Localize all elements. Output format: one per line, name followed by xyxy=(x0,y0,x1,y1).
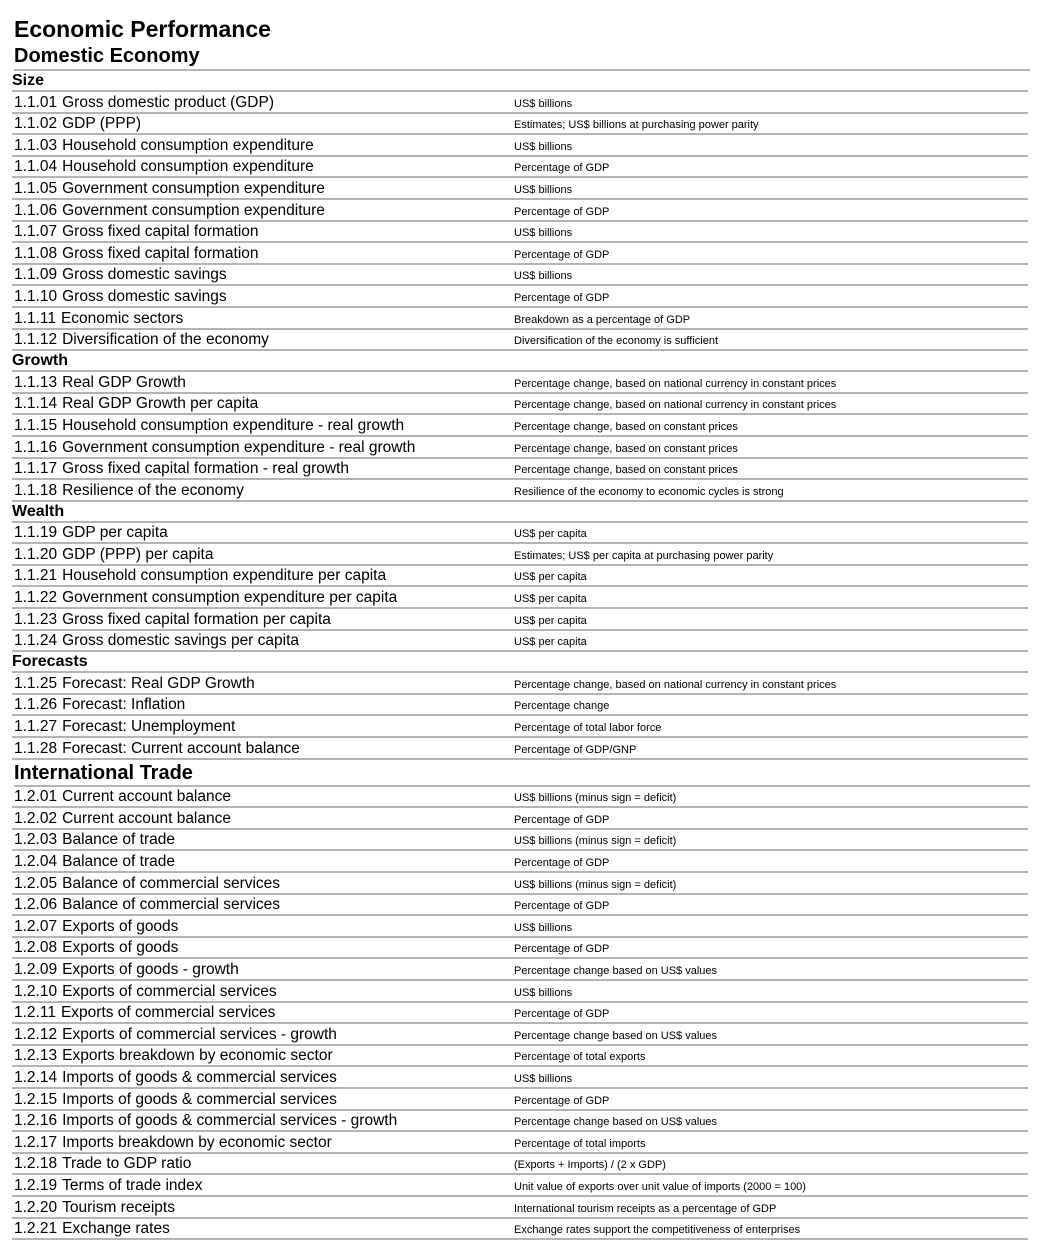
criterion-code: 1.2.17 xyxy=(14,1133,58,1151)
criterion-name-cell xyxy=(12,1176,514,1195)
criterion-name-cell xyxy=(12,1068,514,1087)
criterion-description: Breakdown as a percentage of GDP xyxy=(514,313,691,326)
criterion-description: US$ per capita xyxy=(514,636,587,649)
criterion-description: US$ billions xyxy=(514,183,573,196)
criterion-code: 1.2.05 xyxy=(14,874,58,892)
criterion-name: Gross domestic savings xyxy=(62,287,227,305)
criterion-name: Resilience of the economy xyxy=(62,481,244,499)
criterion-name-cell xyxy=(12,136,514,155)
criterion-code: 1.1.02 xyxy=(14,115,58,133)
criterion-name: Gross fixed capital formation per capita xyxy=(62,610,331,628)
criterion-name-cell xyxy=(12,330,514,349)
criterion-code: 1.1.19 xyxy=(14,524,58,542)
criterion-code: 1.2.04 xyxy=(14,853,58,870)
criterion-name: Government consumption expenditure xyxy=(62,201,325,219)
criterion-name-cell xyxy=(12,309,514,328)
criterion-name: Balance of commercial services xyxy=(62,896,281,914)
criterion-description: Percentage of GDP xyxy=(514,1094,610,1107)
criterion-name-cell xyxy=(12,373,514,392)
criterion-description: Percentage of GDP xyxy=(514,900,610,913)
criterion-name: Forecast: Real GDP Growth xyxy=(62,674,255,692)
criterion-name-cell xyxy=(12,545,514,564)
criterion-name-cell xyxy=(12,93,514,112)
criterion-name: GDP (PPP) per capita xyxy=(62,545,214,563)
criterion-row xyxy=(12,716,1028,738)
criterion-name-cell xyxy=(12,739,514,758)
criterion-description: International tourism receipts as a percentage of GDP xyxy=(514,1202,777,1215)
criterion-code: 1.2.12 xyxy=(14,1025,58,1043)
criterion-code: 1.2.14 xyxy=(14,1068,58,1086)
criterion-description: US$ billions xyxy=(514,227,573,240)
criterion-code: 1.1.23 xyxy=(14,610,58,628)
criterion-code: 1.2.13 xyxy=(14,1047,58,1065)
section-title: International Trade xyxy=(14,761,1030,787)
criterion-name: Household consumption expenditure xyxy=(62,158,314,176)
criterion-description: US$ per capita xyxy=(514,614,587,627)
criterion-row xyxy=(12,1175,1028,1197)
criterion-description: Percentage of total exports xyxy=(514,1051,646,1064)
criterion-name: Gross fixed capital formation xyxy=(62,223,259,241)
criterion-name-cell xyxy=(12,717,514,736)
criterion-name-cell xyxy=(12,938,514,957)
criterion-name: GDP per capita xyxy=(62,524,168,542)
criterion-name-cell xyxy=(12,416,514,435)
criterion-name-cell xyxy=(12,809,514,828)
criterion-description: US$ billions xyxy=(514,140,573,153)
criterion-name: Exports of commercial services xyxy=(60,1004,276,1022)
criterion-name: Balance of commercial services xyxy=(62,874,281,892)
group-title: Size xyxy=(12,71,1028,92)
criterion-name-cell xyxy=(12,830,514,849)
criterion-code: 1.1.01 xyxy=(14,93,58,111)
page-title: Economic Performance xyxy=(14,16,271,42)
criterion-row xyxy=(12,437,1028,459)
criterion-description: US$ billions (minus sign = deficit) xyxy=(514,878,677,891)
criterion-name-cell xyxy=(12,1090,514,1109)
criterion-code: 1.1.24 xyxy=(14,632,58,650)
criterion-code: 1.1.04 xyxy=(14,158,58,176)
criterion-name: Gross domestic product (GDP) xyxy=(62,93,275,111)
criterion-row xyxy=(12,981,1028,1003)
criterion-row xyxy=(12,673,1028,695)
criterion-description: Percentage change xyxy=(514,700,610,713)
criterion-description: Percentage change, based on national currency in constant prices xyxy=(514,377,837,390)
criterion-description: Percentage change based on US$ values xyxy=(514,1116,718,1129)
criterion-name-cell xyxy=(12,960,514,979)
criterion-code: 1.2.15 xyxy=(14,1090,58,1108)
criterion-row xyxy=(12,830,1028,852)
criterion-name-cell xyxy=(12,695,514,714)
criterion-code: 1.2.01 xyxy=(14,788,58,806)
criteria-list xyxy=(12,44,1027,1240)
group-title: Growth xyxy=(12,351,1028,372)
criterion-row xyxy=(12,631,1028,653)
group-title: Forecasts xyxy=(12,652,1028,673)
criterion-code: 1.1.17 xyxy=(14,460,58,478)
criterion-name: Exports breakdown by economic sector xyxy=(62,1047,333,1065)
criterion-row xyxy=(12,938,1028,960)
criterion-description: Percentage change, based on constant prices xyxy=(514,464,738,477)
criterion-code: 1.1.26 xyxy=(14,696,58,714)
criterion-description: US$ per capita xyxy=(514,571,587,584)
criterion-name-cell xyxy=(12,1198,514,1217)
criterion-name-cell xyxy=(12,157,514,176)
criterion-description: Percentage of GDP xyxy=(514,857,610,869)
criterion-name: Household consumption expenditure xyxy=(62,136,314,154)
criterion-row xyxy=(12,738,1028,760)
criterion-name: Gross fixed capital formation - real growth xyxy=(62,460,349,478)
criterion-name: Government consumption expenditure xyxy=(62,179,325,197)
criterion-name: Imports of goods & commercial services xyxy=(62,1090,337,1108)
criterion-code: 1.2.02 xyxy=(14,809,58,827)
criterion-name: Gross domestic savings per capita xyxy=(62,632,300,650)
criterion-row xyxy=(12,200,1028,222)
criterion-name-cell xyxy=(12,610,514,629)
criterion-row xyxy=(12,135,1028,157)
criterion-name-cell xyxy=(12,201,514,220)
criterion-code: 1.1.09 xyxy=(14,266,58,284)
criterion-row xyxy=(12,92,1028,114)
criterion-name-cell xyxy=(12,114,514,133)
criterion-name-cell xyxy=(12,895,514,914)
criterion-row xyxy=(12,265,1028,287)
criterion-row xyxy=(12,873,1028,895)
criterion-row xyxy=(12,1003,1028,1025)
criterion-description: US$ billions xyxy=(514,97,573,110)
criterion-row xyxy=(12,1089,1028,1111)
criterion-name: Exports of commercial services - growth xyxy=(62,1025,337,1043)
criterion-name: Imports breakdown by economic sector xyxy=(62,1133,332,1151)
criterion-name-cell xyxy=(12,287,514,306)
criterion-name-cell xyxy=(12,523,514,542)
criterion-code: 1.1.18 xyxy=(14,481,58,499)
criterion-code: 1.2.10 xyxy=(14,982,58,1000)
criterion-description: Percentage of GDP xyxy=(514,162,610,175)
group-title: Wealth xyxy=(12,502,1028,523)
criterion-row xyxy=(12,609,1028,631)
criterion-description: Percentage of GDP xyxy=(514,813,610,826)
criterion-description: Percentage of GDP xyxy=(514,248,610,261)
criterion-row xyxy=(12,308,1028,330)
criterion-row xyxy=(12,157,1028,179)
criterion-code: 1.1.06 xyxy=(14,201,58,219)
criterion-name: Exports of commercial services xyxy=(62,982,277,1000)
criterion-row xyxy=(12,330,1028,352)
criterion-name-cell xyxy=(12,1111,514,1130)
criterion-row xyxy=(12,895,1028,917)
criterion-description: Unit value of exports over unit value of imports (2000 = 100) xyxy=(514,1180,806,1193)
criterion-name: Forecast: Inflation xyxy=(62,696,186,714)
criterion-name: Tourism receipts xyxy=(62,1198,175,1216)
criterion-row xyxy=(12,178,1028,200)
criterion-description: US$ billions xyxy=(514,270,573,283)
criterion-row xyxy=(12,1219,1028,1241)
criterion-name-cell xyxy=(12,244,514,263)
criterion-code: 1.1.12 xyxy=(14,331,58,349)
criterion-row xyxy=(12,372,1028,394)
criterion-code: 1.1.25 xyxy=(14,674,58,692)
criterion-name-cell xyxy=(12,787,514,806)
criterion-description: Percentage change, based on national currency in constant prices xyxy=(514,399,837,412)
criterion-name: Exports of goods xyxy=(62,917,179,935)
criterion-description: Percentage of GDP/GNP xyxy=(514,743,637,756)
criterion-name-cell xyxy=(12,1003,514,1022)
criterion-name: Diversification of the economy xyxy=(62,331,269,349)
criterion-code: 1.1.27 xyxy=(14,718,58,736)
criterion-name: Imports of goods & commercial services xyxy=(62,1068,337,1086)
criterion-description: Percentage of total imports xyxy=(514,1137,646,1150)
criterion-description: US$ per capita xyxy=(514,528,587,541)
criterion-description: Resilience of the economy to economic cycles is strong xyxy=(514,485,784,498)
criterion-row xyxy=(12,808,1028,830)
criterion-code: 1.1.16 xyxy=(14,438,58,456)
criterion-code: 1.1.28 xyxy=(14,739,58,757)
criterion-row xyxy=(12,1132,1028,1154)
criterion-description: Percentage of total labor force xyxy=(514,722,662,735)
criterion-description: Estimates; US$ billions at purchasing power parity xyxy=(514,119,759,132)
criterion-row xyxy=(12,243,1028,265)
criterion-description: US$ billions xyxy=(514,921,573,934)
criterion-code: 1.2.20 xyxy=(14,1198,58,1216)
criterion-name-cell xyxy=(12,674,514,693)
criterion-name: Current account balance xyxy=(62,788,231,806)
criterion-name-cell xyxy=(12,179,514,198)
criterion-name-cell xyxy=(12,1025,514,1044)
criterion-row xyxy=(12,916,1028,938)
criterion-row xyxy=(12,566,1028,588)
criterion-row xyxy=(12,1111,1028,1133)
criterion-name-cell xyxy=(12,438,514,457)
criterion-name: Exchange rates xyxy=(62,1220,170,1238)
criterion-description: Percentage change, based on national currency in constant prices xyxy=(514,678,837,691)
criterion-name: Forecast: Current account balance xyxy=(62,739,300,757)
criterion-description: US$ billions (minus sign = deficit) xyxy=(514,835,677,848)
criterion-code: 1.2.21 xyxy=(14,1220,58,1238)
criterion-code: 1.1.08 xyxy=(14,244,58,262)
criterion-code: 1.1.07 xyxy=(14,223,58,241)
criterion-name: Exports of goods - growth xyxy=(62,960,239,978)
criterion-name: Government consumption expenditure per capita xyxy=(62,589,398,607)
criterion-code: 1.1.10 xyxy=(14,287,58,305)
criterion-code: 1.1.20 xyxy=(14,545,58,563)
criterion-description: (Exports + Imports) / (2 x GDP) xyxy=(514,1159,666,1172)
criterion-name: Government consumption expenditure - real growth xyxy=(62,438,416,456)
criterion-name-cell xyxy=(12,631,514,650)
criterion-name: Household consumption expenditure per capita xyxy=(62,567,387,585)
criterion-row xyxy=(12,415,1028,437)
criterion-name-cell xyxy=(12,852,514,871)
criterion-description: US$ per capita xyxy=(514,593,587,606)
criterion-description: Percentage change based on US$ values xyxy=(514,964,718,977)
criterion-code: 1.1.05 xyxy=(14,179,58,197)
criterion-description: Percentage of GDP xyxy=(514,943,610,956)
section-title: Domestic Economy xyxy=(14,44,1030,71)
criterion-name-cell xyxy=(12,874,514,893)
criterion-code: 1.1.14 xyxy=(14,395,58,413)
criterion-name: Gross domestic savings xyxy=(62,266,227,284)
criterion-name: Household consumption expenditure - real growth xyxy=(62,416,405,434)
criterion-name: Current account balance xyxy=(62,809,231,827)
criterion-name-cell xyxy=(12,1219,514,1238)
criterion-row xyxy=(12,787,1028,809)
criterion-code: 1.2.11 xyxy=(14,1004,56,1022)
criterion-description: Percentage change, based on constant prices xyxy=(514,420,738,433)
criterion-name-cell xyxy=(12,481,514,500)
criterion-code: 1.2.03 xyxy=(14,831,58,849)
criterion-row xyxy=(12,523,1028,545)
criterion-name-cell xyxy=(12,917,514,936)
criterion-code: 1.1.11 xyxy=(14,309,56,327)
criterion-name-cell xyxy=(12,222,514,241)
criterion-row xyxy=(12,851,1028,873)
criterion-row xyxy=(12,1024,1028,1046)
criterion-code: 1.1.03 xyxy=(14,136,58,154)
criterion-name-cell xyxy=(12,982,514,1001)
criterion-name: Real GDP Growth per capita xyxy=(62,395,259,413)
criterion-description: Percentage of GDP xyxy=(514,205,610,218)
criterion-row xyxy=(12,695,1028,717)
criterion-name: Economic sectors xyxy=(60,309,184,327)
criterion-description: US$ billions xyxy=(514,1072,573,1085)
criterion-name: Terms of trade index xyxy=(62,1176,203,1194)
criterion-description: Percentage of GDP xyxy=(514,1008,610,1021)
criterion-description: US$ billions xyxy=(514,986,573,999)
criterion-row xyxy=(12,1197,1028,1219)
criterion-code: 1.2.08 xyxy=(14,939,58,957)
criterion-description: Percentage change, based on constant prices xyxy=(514,442,738,455)
criterion-name-cell xyxy=(12,1133,514,1152)
criterion-code: 1.1.13 xyxy=(14,373,58,391)
criterion-name-cell xyxy=(12,588,514,607)
criterion-code: 1.1.21 xyxy=(14,567,58,585)
criterion-row xyxy=(12,959,1028,981)
criterion-name: Gross fixed capital formation xyxy=(62,244,259,262)
criterion-code: 1.2.07 xyxy=(14,917,58,935)
criterion-code: 1.2.06 xyxy=(14,896,58,914)
criterion-name: Balance of trade xyxy=(62,831,175,849)
criterion-name: Exports of goods xyxy=(62,939,179,957)
criterion-code: 1.2.09 xyxy=(14,960,58,978)
criterion-name: GDP (PPP) xyxy=(62,115,142,133)
criterion-row xyxy=(12,1154,1028,1176)
criterion-name: Trade to GDP ratio xyxy=(62,1155,192,1173)
criterion-row xyxy=(12,544,1028,566)
criterion-name: Balance of trade xyxy=(62,853,175,870)
criterion-row xyxy=(12,222,1028,244)
criterion-code: 1.2.18 xyxy=(14,1155,58,1173)
criterion-row xyxy=(12,286,1028,308)
criterion-name-cell xyxy=(12,459,514,478)
criterion-row xyxy=(12,480,1028,502)
criterion-code: 1.1.22 xyxy=(14,589,58,607)
criterion-name-cell xyxy=(12,394,514,413)
criterion-description: US$ billions (minus sign = deficit) xyxy=(514,792,677,805)
criterion-code: 1.1.15 xyxy=(14,416,58,434)
criterion-code: 1.2.16 xyxy=(14,1112,58,1130)
criterion-description: Percentage of GDP xyxy=(514,291,610,304)
criterion-description: Exchange rates support the competitiveness of enterprises xyxy=(514,1224,801,1237)
criterion-row xyxy=(12,459,1028,481)
criterion-row xyxy=(12,114,1028,136)
criterion-name: Forecast: Unemployment xyxy=(62,718,236,736)
criterion-name: Real GDP Growth xyxy=(62,373,186,391)
criterion-name-cell xyxy=(12,1046,514,1065)
criterion-row xyxy=(12,587,1028,609)
criterion-description: Percentage change based on US$ values xyxy=(514,1029,718,1042)
criterion-code: 1.2.19 xyxy=(14,1176,58,1194)
criterion-row xyxy=(12,1067,1028,1089)
criterion-description: Estimates; US$ per capita at purchasing power parity xyxy=(514,549,774,562)
criterion-name-cell xyxy=(12,566,514,585)
criterion-row xyxy=(12,1046,1028,1068)
criterion-name-cell xyxy=(12,265,514,284)
criterion-description: Diversification of the economy is sufficient xyxy=(514,335,718,348)
criterion-row xyxy=(12,394,1028,416)
criterion-name: Imports of goods & commercial services - growth xyxy=(62,1112,398,1130)
criterion-name-cell xyxy=(12,1154,514,1173)
